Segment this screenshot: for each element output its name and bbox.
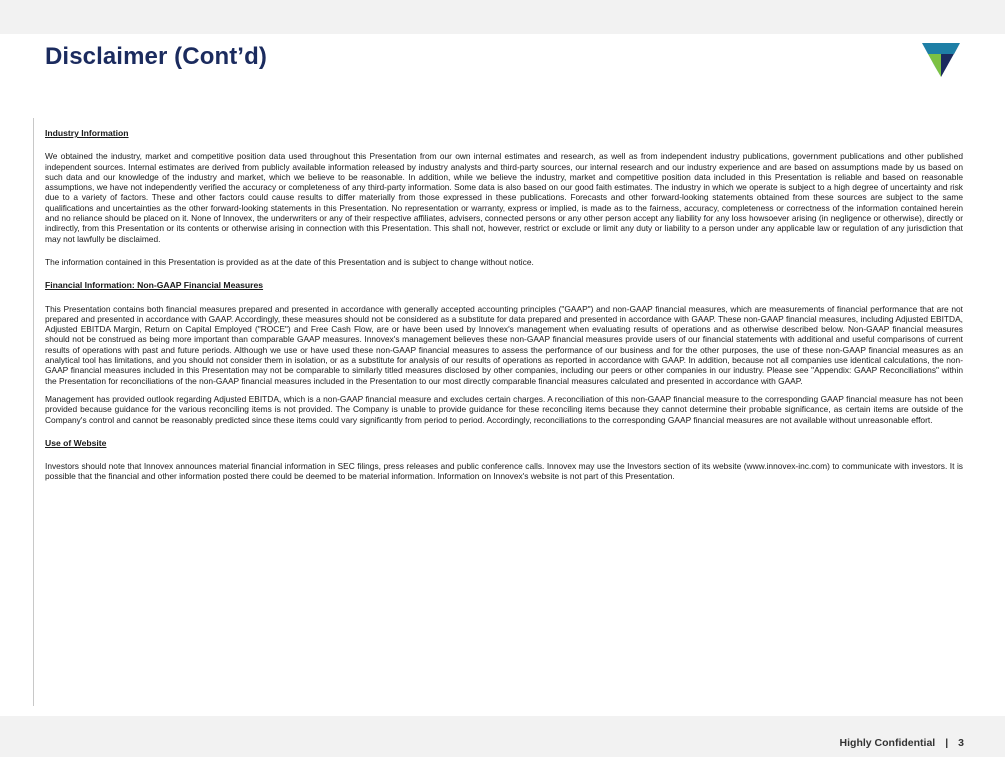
section-heading-financial: Financial Information: Non-GAAP Financial Measures (45, 280, 264, 291)
top-margin-bar (0, 0, 1005, 34)
footer-text (840, 737, 964, 749)
page-title: Disclaimer (Cont’d) (45, 43, 267, 70)
outlook-paragraph: Management has provided outlook regarding Adjusted EBITDA, which is a non-GAAP financial measure and excludes certain charges. A reconciliation of this non-GAAP financial measure to the corresponding GAAP financial measure has not been provided because guidance for the various reconciling items is not provided. The Company is unable to provide guidance for these reconciling items because they cannot determine their probable significance, as certain items are outside of the Company's control and cannot be reasonably predicted since these items could vary significantly from period to period. Accordingly, reconciliations to the corresponding GAAP financial measures are not available without unreasonable effort. (45, 393, 963, 425)
left-vertical-rule (33, 118, 34, 706)
section-heading-website: Use of Website (45, 437, 107, 448)
information-date-paragraph: The information contained in this Presentation is provided as at the date of this Presentation and is subject to change without notice. (45, 256, 534, 267)
confidential-label: Highly Confidential (839, 737, 936, 749)
section-heading-industry: Industry Information (45, 128, 129, 138)
innovex-logo-icon (920, 40, 962, 78)
disclaimer-body (45, 128, 963, 495)
industry-paragraph: We obtained the industry, market and competitive position data used throughout this Presentation from our own internal estimates and research, as well as from independent industry publications, government publications and other published independent sources. Internal estimates are derived from publicly available information released by industry analysts and third-party sources, our internal research and our industry experience and are based on assumptions made by us based on such data and our knowledge of the industry and market, which we believe to be reasonable. In addition, while we believe the industry, market and competitive position data included in this Presentation is reliable and based on reasonable assumptions, we have not independently verified the accuracy or completeness of any third-party information. Some data is also based on our good faith estimates. The industry in which we operate is subject to a high degree of uncertainty and risk due to a variety of factors. These and other factors could cause results to differ materially from those expressed in these publications. Forecasts and other forward-looking statements obtained from these sources are subject to the same qualifications and uncertainties as the other forward-looking statements in this Presentation. No representation or warranty, express or implied, is made as to the fairness, accuracy, completeness or correctness of the information contained herein and no reliance should be placed on it. None of Innovex, the underwriters or any of their respective affiliates, advisers, connected persons or any other person accept any liability for any loss howsoever arising (in negligence or otherwise), directly or indirectly, from this Presentation or its contents or otherwise arising in connection with this Presentation. This shall not, however, restrict or exclude or limit any duty or liability to a person under any applicable law or regulation of any jurisdiction that may not lawfully be disclaimed. (45, 151, 963, 244)
website-paragraph: Investors should note that Innovex announces material financial information in SEC filings, press releases and public conference calls. Innovex may use the Investors section of its website (www.innovex-inc.com) to communicate with investors. It is possible that the financial and other information posted there could be deemed to be material information. Information on Innovex's website is not part of this Presentation. (45, 461, 963, 482)
page-number: 3 (958, 737, 964, 749)
non-gaap-paragraph: This Presentation contains both financial measures prepared and presented in accordance with generally accepted accounting principles ("GAAP") and non-GAAP financial measures, which are measurements of financial performance that are not prepared and presented in accordance with GAAP. Accordingly, these measures should not be considered as a substitute for data prepared and presented in accordance with GAAP. These non-GAAP financial measures, including Adjusted EBITDA, Adjusted EBITDA Margin, Return on Capital Employed ("ROCE") and Free Cash Flow, are or have been used by Innovex's management when evaluating results of operations and as otherwise described below. Non-GAAP financial measures should not be construed as being more important than comparable GAAP measures. Innovex's management believes these non-GAAP financial measures provide users of our financial statements with additional and useful comparisons of current results of operations with past and future periods. Although we use or have used these non-GAAP financial measures to assess the performance of our business and for the other purposes, the use of these non-GAAP financial measures as an analytical tool has limitations, and you should not consider them in isolation, or as a substitute for analysis of our results of operations as reported in accordance with GAAP. In addition, because not all companies use identical calculations, the non-GAAP financial measures included in this Presentation may not be comparable to similarly titled measures disclosed by other companies, including our peers or other companies in our industry. Please see "Appendix: GAAP Reconciliations" within the Presentation for reconciliations of the non-GAAP financial measures included in the Presentation to our most directly comparable financial measures calculated and presented in accordance with GAAP. (45, 303, 963, 386)
footer-separator: | (945, 737, 949, 749)
